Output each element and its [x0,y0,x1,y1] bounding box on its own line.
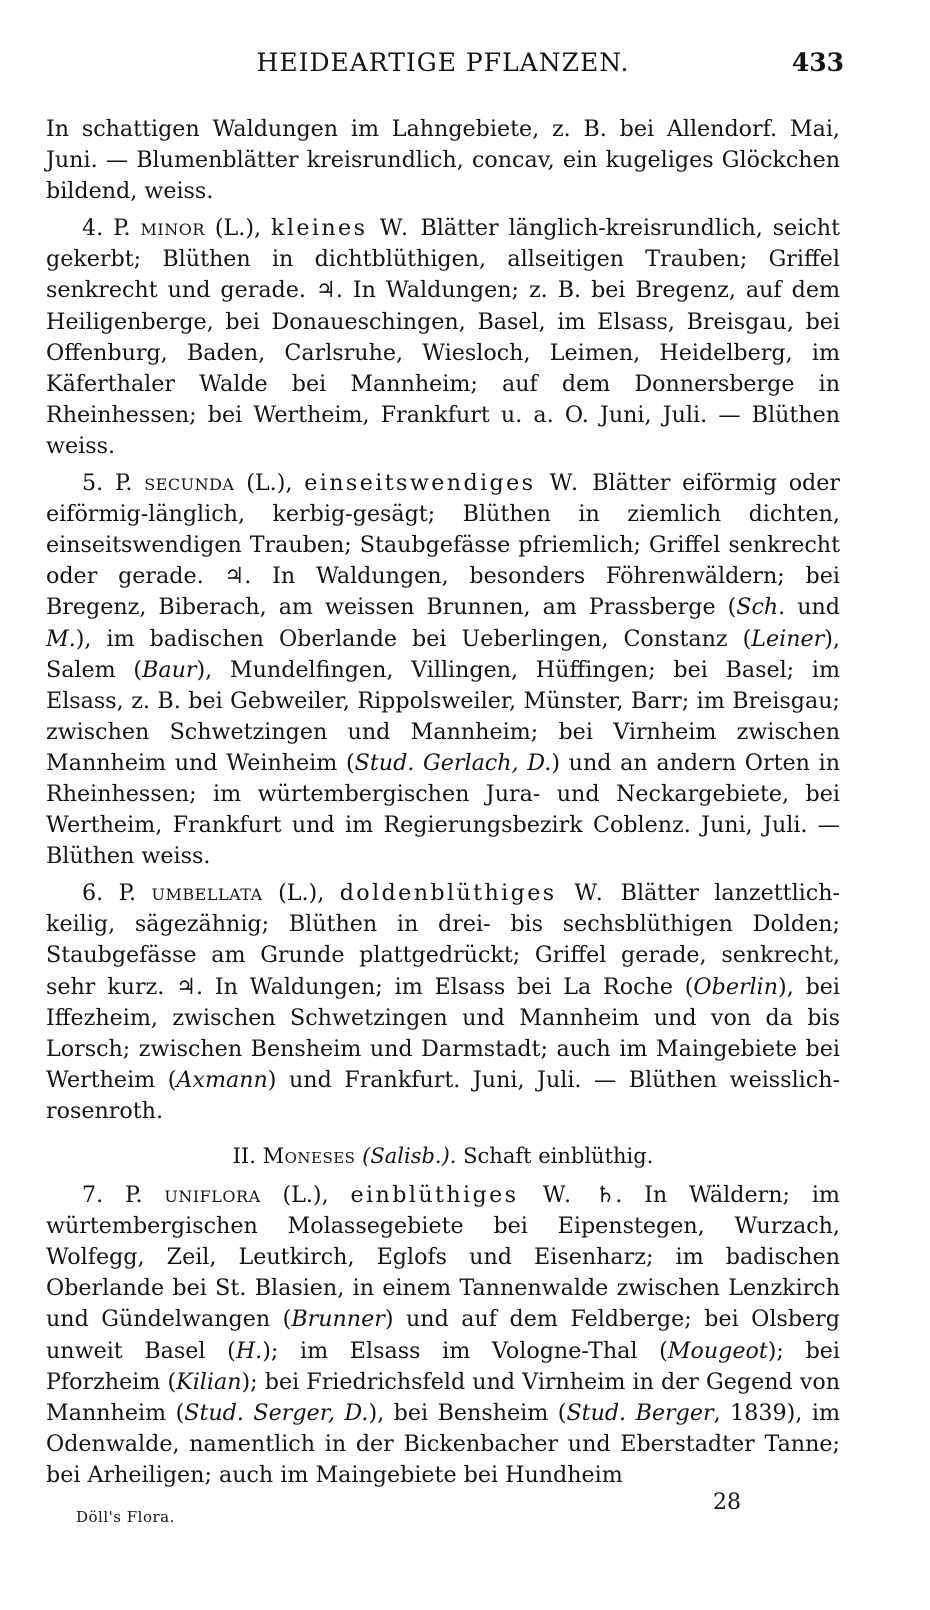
description-text: ) und Frankfurt. Juni, Juli. — Blüthen weisslich-rosenroth. [46,1066,840,1124]
description-text: , 1839), im Odenwalde, namentlich in der Bickenbacher und Eberstadter Tanne; bei Arheiligen; auch im Maingebiete bei Hundheim [46,1399,840,1488]
citation-name: Sch. [736,594,786,621]
description-text: ♄. In Wäldern; im würtembergischen Molassegebiete bei Eipenstegen, Wurzach, Wolfegg, Zeil, Leutkirch, Eglofs und Eisenharz; im badischen Oberlande bei St. Blasien, in einem Tannenwalde zwischen Lenzkirch und Gündelwangen ( [46,1182,840,1333]
genus-section-heading [46,1141,840,1172]
description-text: ) und an andern Orten in Rheinhessen; im würtembergischen Jura- und Neckargebiete, bei Wertheim, Frankfurt und im Regierungsbezirk Coblenz. Juni, Juli. — Blüthen weiss. [46,749,841,870]
description-text: ), Salem ( [46,625,840,683]
common-name: einseitswendiges W. [304,470,581,497]
citation-name: H. [235,1337,263,1364]
citation-name: Kilian [176,1368,242,1395]
sheet-number: 28 [713,1490,741,1515]
paragraph-continuation: In schattigen Waldungen im Lahngebiete, z. B. bei Allendorf. Mai, Juni. — Blumenblätter kreisrundlich, concav, ein kugeliges Glöckchen bildend, weiss. [46,116,840,205]
citation-name: Baur [142,656,197,683]
common-name: kleines W. [270,215,411,242]
footer-signature: Döll's Flora. [76,1508,175,1526]
species-name: uniflora [164,1182,261,1209]
description-text: ); bei Pforzheim ( [46,1337,840,1395]
citation-name: M. [46,625,76,652]
citation-name: Mougeot [667,1337,768,1364]
species-name: secunda [144,470,235,497]
citation-name: Leiner [751,625,825,652]
description-text: ), bei Iffezheim, zwischen Schwetzingen und Mannheim und von da bis Lorsch; zwischen Bensheim und Darmstadt; auch im Maingebiete bei Wertheim ( [46,973,840,1093]
species-entry-minor: 4. P. minor (L.), kleines W. Blätter länglich-kreisrundlich, seicht gekerbt; Blüthen in dichtblüthigen, allseitigen Trauben; Griffel senkrecht und gerade. ♃. In Waldungen; z. B. bei Bregenz, auf dem Heiligenberge, bei Donaueschingen, Basel, im Elsass, Breisgau, bei Offenburg, Baden, Carlsruhe, Wiesloch, Leimen, Heidelberg, im Käferthaler Walde bei Mannheim; auf dem Donnersberge in Rheinhessen; bei Wertheim, Frankfurt u. a. O. Juni, Juli. — Blüthen weiss. [46,215,840,459]
species-author: (L.) [214,215,254,242]
citation-name: Axmann [176,1066,268,1093]
description-text: ), Mundelfingen, Villingen, Hüffingen; bei Basel; im Elsass, z. B. bei Gebweiler, Rippolsweiler, Münster, Barr; im Breisgau; zwischen Schwetzingen und Mannheim; bei Virnheim zwischen Mannheim und Weinheim ( [46,656,840,776]
common-name: doldenblüthiges W. [339,880,606,907]
entry-number: 7. P. [82,1182,143,1209]
section-number: II. [232,1144,256,1168]
genus-name: Moneses [262,1144,356,1168]
citation-name: Stud. Berger [566,1399,714,1426]
citation-name: Oberlin [693,973,779,1000]
citation-name: Stud. Gerlach, D. [354,749,552,776]
species-entry-uniflora: 7. P. uniflora (L.), einblüthiges W. ♄. In Wäldern; im würtembergischen Molassegebiete bei Eipenstegen, Wurzach, Wolfegg, Zeil, Leutkirch, Eglofs und Eisenharz; im badischen Oberlande bei St. Blasien, in einem Tannenwalde zwischen Lenzkirch und Gündelwangen (Brunner) und auf dem Feldberge; bei Olsberg unweit Basel (H.); im Elsass im Vologne-Thal (Mougeot); bei Pforzheim (Kilian); bei Friedrichsfeld und Virnheim in der Gegend von Mannheim (Stud. Serger, D.), bei Bensheim (Stud. Berger, 1839), im Odenwalde, namentlich in der Bickenbacher und Eberstadter Tanne; bei Arheiligen; auch im Maingebiete bei Hundheim [46,1182,840,1488]
running-title: HEIDEARTIGE PFLANZEN. [256,48,630,77]
species-entry-secunda: 5. P. secunda (L.), einseitswendiges W. Blätter eiförmig oder eiförmig-länglich, kerbig-gesägt; Blüthen in ziemlich dichten, einseitswendigen Trauben; Staubgefässe pfriemlich; Griffel senkrecht oder gerade. ♃. In Waldungen, besonders Föhrenwäldern; bei Bregenz, Biberach, am weissen Brunnen, am Prassberge (Sch. und M.), im badischen Oberlande bei Ueberlingen, Constanz (Leiner), Salem (Baur), Mundelfingen, Villingen, Hüffingen; bei Basel; im Elsass, z. B. bei Gebweiler, Rippolsweiler, Münster, Barr; im Breisgau; zwischen Schwetzingen und Mannheim; bei Virnheim zwischen Mannheim und Weinheim (Stud. Gerlach, D.) und an andern Orten in Rheinhessen; im würtembergischen Jura- und Neckargebiete, bei Wertheim, Frankfurt und im Regierungsbezirk Coblenz. Juni, Juli. — Blüthen weiss. [46,470,841,870]
genus-author: (Salisb.). [362,1144,457,1168]
entry-number: 4. P. [82,215,131,242]
body-text [46,114,840,1491]
citation-name: Brunner [291,1306,385,1333]
entry-number: 6. P. [82,880,137,907]
description-text: Blätter lanzettlich-keilig, sägezähnig; Blüthen in drei- bis sechsblüthigen Dolden; Staubgefässe am Grunde plattgedrückt; Griffel gerade, senkrecht, sehr kurz. ♃. In Waldungen; im Elsass bei La Roche ( [46,880,840,1000]
description-text: ), im badischen Oberlande bei Ueberlingen, Constanz ( [75,625,752,652]
description-text: ), bei Bensheim ( [368,1399,567,1426]
common-name: einblüthiges W. [350,1182,574,1209]
description-text: ); bei Friedrichsfeld und Virnheim in der Gegend von Mannheim ( [46,1368,840,1426]
genus-description: Schaft einblüthig. [463,1144,654,1168]
book-page [46,44,844,1491]
species-name: minor [140,215,205,242]
description-text: und [785,594,840,621]
species-author: (L.) [246,470,286,497]
description-text: Blätter eiförmig oder eiförmig-länglich, kerbig-gesägt; Blüthen in ziemlich dichten, einseitswendigen Trauben; Staubgefässe pfriemlich; Griffel senkrecht oder gerade. ♃. In Waldungen, besonders Föhrenwäldern; bei Bregenz, Biberach, am weissen Brunnen, am Prassberge ( [46,470,840,621]
description-text: ) und auf dem Feldberge; bei Olsberg unweit Basel ( [46,1306,840,1364]
species-author: (L.) [278,880,318,907]
species-description: Blätter länglich-kreisrundlich, seicht gekerbt; Blüthen in dichtblüthigen, allseitigen Trauben; Griffel senkrecht und gerade. ♃. In Waldungen; z. B. bei Bregenz, auf dem Heiligenberge, bei Donaueschingen, Basel, im Elsass, Breisgau, bei Offenburg, Baden, Carlsruhe, Wiesloch, Leimen, Heidelberg, im Käferthaler Walde bei Mannheim; auf dem Donnersberge in Rheinhessen; bei Wertheim, Frankfurt u. a. O. Juni, Juli. — Blüthen weiss. [46,215,840,459]
species-entry-umbellata: 6. P. umbellata (L.), doldenblüthiges W. Blätter lanzettlich-keilig, sägezähnig; Blüthen in drei- bis sechsblüthigen Dolden; Staubgefässe am Grunde plattgedrückt; Griffel gerade, senkrecht, sehr kurz. ♃. In Waldungen; im Elsass bei La Roche (Oberlin), bei Iffezheim, zwischen Schwetzingen und Mannheim und von da bis Lorsch; zwischen Bensheim und Darmstadt; auch im Maingebiete bei Wertheim (Axmann) und Frankfurt. Juni, Juli. — Blüthen weisslich-rosenroth. [46,880,840,1124]
citation-name: Stud. Serger, D. [184,1399,369,1426]
page-number: 433 [791,48,844,77]
page-header [46,44,844,84]
species-name: umbellata [151,880,263,907]
entry-number: 5. P. [82,470,133,497]
species-author: (L.) [282,1182,322,1209]
description-text: ); im Elsass im Vologne-Thal ( [262,1337,668,1364]
